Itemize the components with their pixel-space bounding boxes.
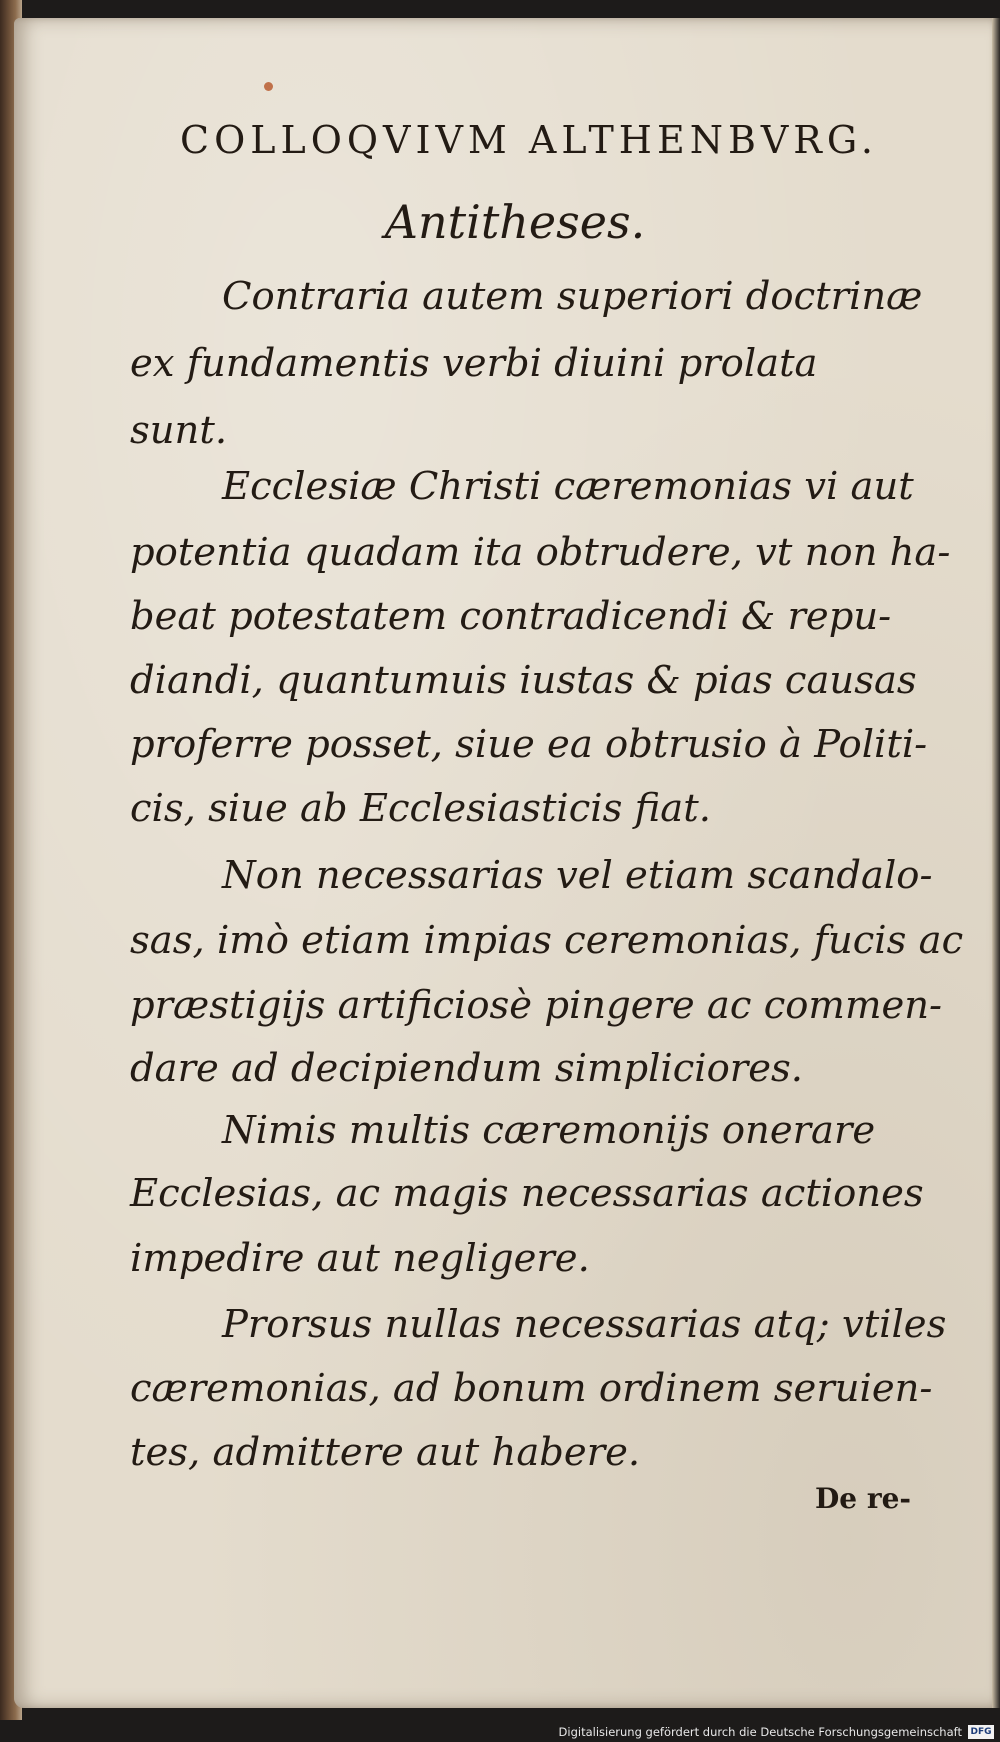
text-line: beat potestatem contradicendi & repu- (130, 594, 892, 639)
text-line: Nimis multis cæremonijs onerare (222, 1108, 876, 1153)
text-line: ex fundamentis verbi diuini prolata (130, 341, 818, 386)
text-line: tes, admittere aut habere. (130, 1430, 641, 1475)
page-right-edge (992, 18, 1000, 1708)
text-line: potentia quadam ita obtrudere, vt non ha- (130, 530, 951, 575)
catchword: De re- (815, 1482, 912, 1515)
dfg-logo-icon: DFG (968, 1725, 994, 1739)
text-line: Non necessarias vel etiam scandalo- (222, 853, 933, 898)
text-line: sunt. (130, 408, 228, 453)
text-line: diandi, quantumuis iustas & pias causas (130, 658, 917, 703)
text-line: Ecclesiæ Christi cæremonias vi aut (222, 464, 914, 509)
text-line: Prorsus nullas necessarias atq; vtiles (222, 1302, 947, 1347)
running-head: COLLOQVIVM ALTHENBVRG. (180, 118, 878, 162)
text-line: cis, siue ab Ecclesiasticis fiat. (130, 786, 711, 831)
text-line: cæremonias, ad bonum ordinem seruien- (130, 1366, 933, 1411)
text-line: dare ad decipiendum simpliciores. (130, 1046, 803, 1091)
text-line: impedire aut negligere. (130, 1236, 590, 1281)
text-line: sas, imò etiam impias ceremonias, fucis ac (130, 918, 964, 963)
text-line: proferre posset, siue ea obtrusio à Politi- (130, 722, 928, 767)
section-title: Antitheses. (384, 195, 646, 249)
ink-speck (264, 82, 273, 91)
text-line: Ecclesias, ac magis necessarias actiones (130, 1171, 924, 1216)
text-line: Contraria autem superiori doctrinæ (222, 274, 923, 319)
digitization-credit: Digitalisierung gefördert durch die Deutsche Forschungsgemeinschaft (558, 1725, 962, 1739)
text-line: præstigijs artificiosè pingere ac commen- (130, 983, 943, 1028)
